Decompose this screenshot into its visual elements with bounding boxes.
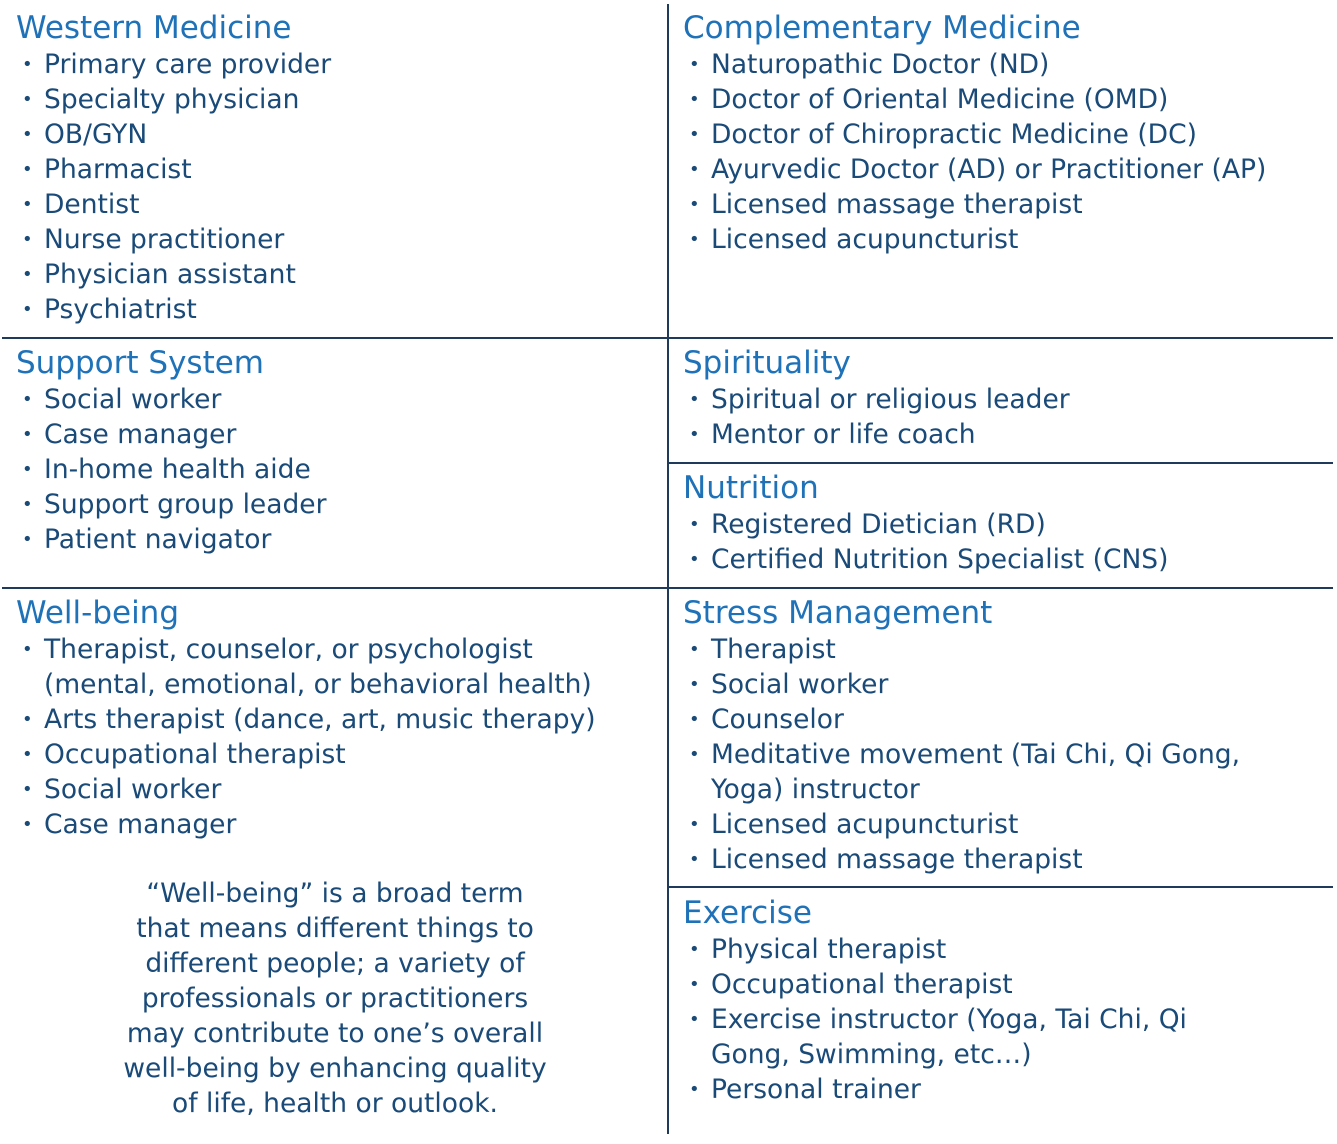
list-item-text: Doctor of Oriental Medicine (OMD): [711, 84, 1169, 115]
bullet-icon: •: [22, 459, 33, 480]
section-list: [16, 632, 596, 842]
list-item-text: Social worker: [711, 669, 889, 700]
list-item-text: Gong, Swimming, etc…): [711, 1039, 1032, 1070]
section-complementary-medicine: [683, 9, 1266, 257]
list-item-text: Occupational therapist: [711, 969, 1013, 1000]
list-item-text: Physician assistant: [44, 259, 296, 290]
bullet-icon: •: [22, 639, 33, 660]
list-item: [683, 932, 1187, 967]
list-item-text: Exercise instructor (Yoga, Tai Chi, Qi: [711, 1004, 1187, 1035]
section-heading: Spirituality: [683, 345, 851, 381]
list-item-text: Licensed massage therapist: [711, 844, 1083, 875]
list-item-text: Pharmacist: [44, 154, 192, 185]
section-heading: Well-being: [16, 595, 180, 631]
bullet-icon: •: [22, 299, 33, 320]
list-item-text: Licensed massage therapist: [711, 189, 1083, 220]
section-support-system: [16, 344, 327, 557]
bullet-icon: •: [22, 744, 33, 765]
list-item: [16, 632, 596, 702]
bullet-icon: •: [689, 89, 700, 110]
list-item-text: Naturopathic Doctor (ND): [711, 49, 1050, 80]
list-item-text: Primary care provider: [44, 49, 332, 80]
bullet-icon: •: [22, 159, 33, 180]
note-line: of life, health or outlook.: [172, 1088, 498, 1119]
list-item-text: Occupational therapist: [44, 739, 346, 770]
list-item-text: In-home health aide: [44, 454, 311, 485]
list-item-text: Social worker: [44, 774, 222, 805]
stress-exercise-divider: [668, 886, 1333, 888]
bullet-icon: •: [689, 744, 700, 765]
list-item: [16, 257, 331, 292]
bullet-icon: •: [22, 529, 33, 550]
list-item-text: Case manager: [44, 809, 237, 840]
bullet-icon: •: [689, 709, 700, 730]
list-item: [16, 152, 331, 187]
bullet-icon: •: [689, 974, 700, 995]
section-heading: Complementary Medicine: [683, 10, 1081, 46]
list-item-text: Nurse practitioner: [44, 224, 285, 255]
list-item: [16, 222, 331, 257]
bullet-icon: •: [22, 494, 33, 515]
bullet-icon: •: [22, 424, 33, 445]
list-item: [16, 702, 596, 737]
list-item: [16, 292, 331, 327]
list-item: [683, 1072, 1187, 1107]
section-list: [16, 47, 331, 327]
section-nutrition: [683, 469, 1168, 577]
note-line: professionals or practitioners: [141, 983, 529, 1014]
bullet-icon: •: [689, 514, 700, 535]
list-item: [683, 507, 1168, 542]
bullet-icon: •: [689, 639, 700, 660]
bullet-icon: •: [689, 194, 700, 215]
list-item: [683, 117, 1266, 152]
section-list: [683, 632, 1240, 877]
list-item: [683, 417, 1070, 452]
section-list: [683, 507, 1168, 577]
list-item-text: Social worker: [44, 384, 222, 415]
list-item: [16, 382, 327, 417]
section-list: [683, 382, 1070, 452]
list-item-text: Psychiatrist: [44, 294, 197, 325]
list-item-text: Case manager: [44, 419, 237, 450]
list-item-text: (mental, emotional, or behavioral health): [44, 669, 592, 700]
well-being-note: [100, 876, 570, 1121]
list-item-text: Registered Dietician (RD): [711, 509, 1046, 540]
list-item-text: Licensed acupuncturist: [711, 809, 1019, 840]
section-well-being: [16, 594, 596, 842]
list-item: [16, 452, 327, 487]
list-item: [16, 82, 331, 117]
list-item: [16, 772, 596, 807]
list-item: [16, 187, 331, 222]
note-line: that means different things to: [136, 913, 534, 944]
list-item-text: Mentor or life coach: [711, 419, 976, 450]
list-item: [683, 187, 1266, 222]
section-heading: Exercise: [683, 895, 812, 931]
section-heading: Western Medicine: [16, 10, 292, 46]
list-item-text: Physical therapist: [711, 934, 947, 965]
list-item: [16, 417, 327, 452]
list-item-text: Spiritual or religious leader: [711, 384, 1070, 415]
bullet-icon: •: [689, 814, 700, 835]
bullet-icon: •: [22, 124, 33, 145]
list-item-text: Personal trainer: [711, 1074, 921, 1105]
list-item: [683, 222, 1266, 257]
row-divider-1: [2, 337, 1333, 339]
list-item-text: Patient navigator: [44, 524, 272, 555]
bullet-icon: •: [689, 939, 700, 960]
bullet-icon: •: [22, 779, 33, 800]
bullet-icon: •: [689, 1009, 700, 1030]
section-exercise: [683, 894, 1187, 1107]
list-item-text: Licensed acupuncturist: [711, 224, 1019, 255]
bullet-icon: •: [22, 194, 33, 215]
center-divider: [667, 4, 669, 1134]
list-item: [683, 152, 1266, 187]
list-item-text: Specialty physician: [44, 84, 300, 115]
list-item: [683, 1002, 1187, 1072]
list-item: [683, 737, 1240, 807]
section-list: [683, 47, 1266, 257]
list-item-text: Counselor: [711, 704, 844, 735]
section-stress-management: [683, 594, 1240, 877]
list-item-text: OB/GYN: [44, 119, 148, 150]
list-item: [16, 47, 331, 82]
bullet-icon: •: [22, 229, 33, 250]
bullet-icon: •: [689, 54, 700, 75]
list-item-text: Support group leader: [44, 489, 327, 520]
list-item-text: Therapist: [711, 634, 836, 665]
bullet-icon: •: [22, 89, 33, 110]
bullet-icon: •: [689, 1079, 700, 1100]
bullet-icon: •: [22, 814, 33, 835]
note-line: “Well-being” is a broad term: [146, 878, 524, 909]
bullet-icon: •: [689, 389, 700, 410]
section-spirituality: [683, 344, 1070, 452]
bullet-icon: •: [22, 709, 33, 730]
list-item: [683, 632, 1240, 667]
list-item-text: Yoga) instructor: [711, 774, 920, 805]
list-item: [16, 807, 596, 842]
section-western-medicine: [16, 9, 331, 327]
spirituality-nutrition-divider: [668, 462, 1333, 464]
list-item: [683, 47, 1266, 82]
list-item: [683, 842, 1240, 877]
section-list: [683, 932, 1187, 1107]
section-heading: Stress Management: [683, 595, 993, 631]
list-item: [16, 737, 596, 772]
note-line: may contribute to one’s overall: [126, 1018, 544, 1049]
note-line: well-being by enhancing quality: [123, 1053, 547, 1084]
list-item-text: Arts therapist (dance, art, music therapy): [44, 704, 596, 735]
list-item: [16, 487, 327, 522]
section-heading: Nutrition: [683, 470, 819, 506]
bullet-icon: •: [689, 674, 700, 695]
list-item: [683, 542, 1168, 577]
list-item-text: Dentist: [44, 189, 140, 220]
list-item-text: Meditative movement (Tai Chi, Qi Gong,: [711, 739, 1240, 770]
bullet-icon: •: [689, 159, 700, 180]
list-item-text: Certified Nutrition Specialist (CNS): [711, 544, 1169, 575]
bullet-icon: •: [22, 264, 33, 285]
list-item: [683, 667, 1240, 702]
bullet-icon: •: [689, 229, 700, 250]
bullet-icon: •: [689, 124, 700, 145]
list-item: [16, 522, 327, 557]
list-item: [683, 807, 1240, 842]
note-line: different people; a variety of: [145, 948, 525, 979]
bullet-icon: •: [689, 849, 700, 870]
row-divider-2: [2, 587, 1333, 589]
list-item: [683, 967, 1187, 1002]
list-item: [16, 117, 331, 152]
bullet-icon: •: [689, 549, 700, 570]
section-heading: Support System: [16, 345, 264, 381]
list-item: [683, 82, 1266, 117]
bullet-icon: •: [22, 54, 33, 75]
section-list: [16, 382, 327, 557]
list-item-text: Therapist, counselor, or psychologist: [44, 634, 533, 665]
bullet-icon: •: [22, 389, 33, 410]
bullet-icon: •: [689, 424, 700, 445]
list-item-text: Doctor of Chiropractic Medicine (DC): [711, 119, 1197, 150]
list-item: [683, 382, 1070, 417]
list-item: [683, 702, 1240, 737]
list-item-text: Ayurvedic Doctor (AD) or Practitioner (AP): [711, 154, 1267, 185]
